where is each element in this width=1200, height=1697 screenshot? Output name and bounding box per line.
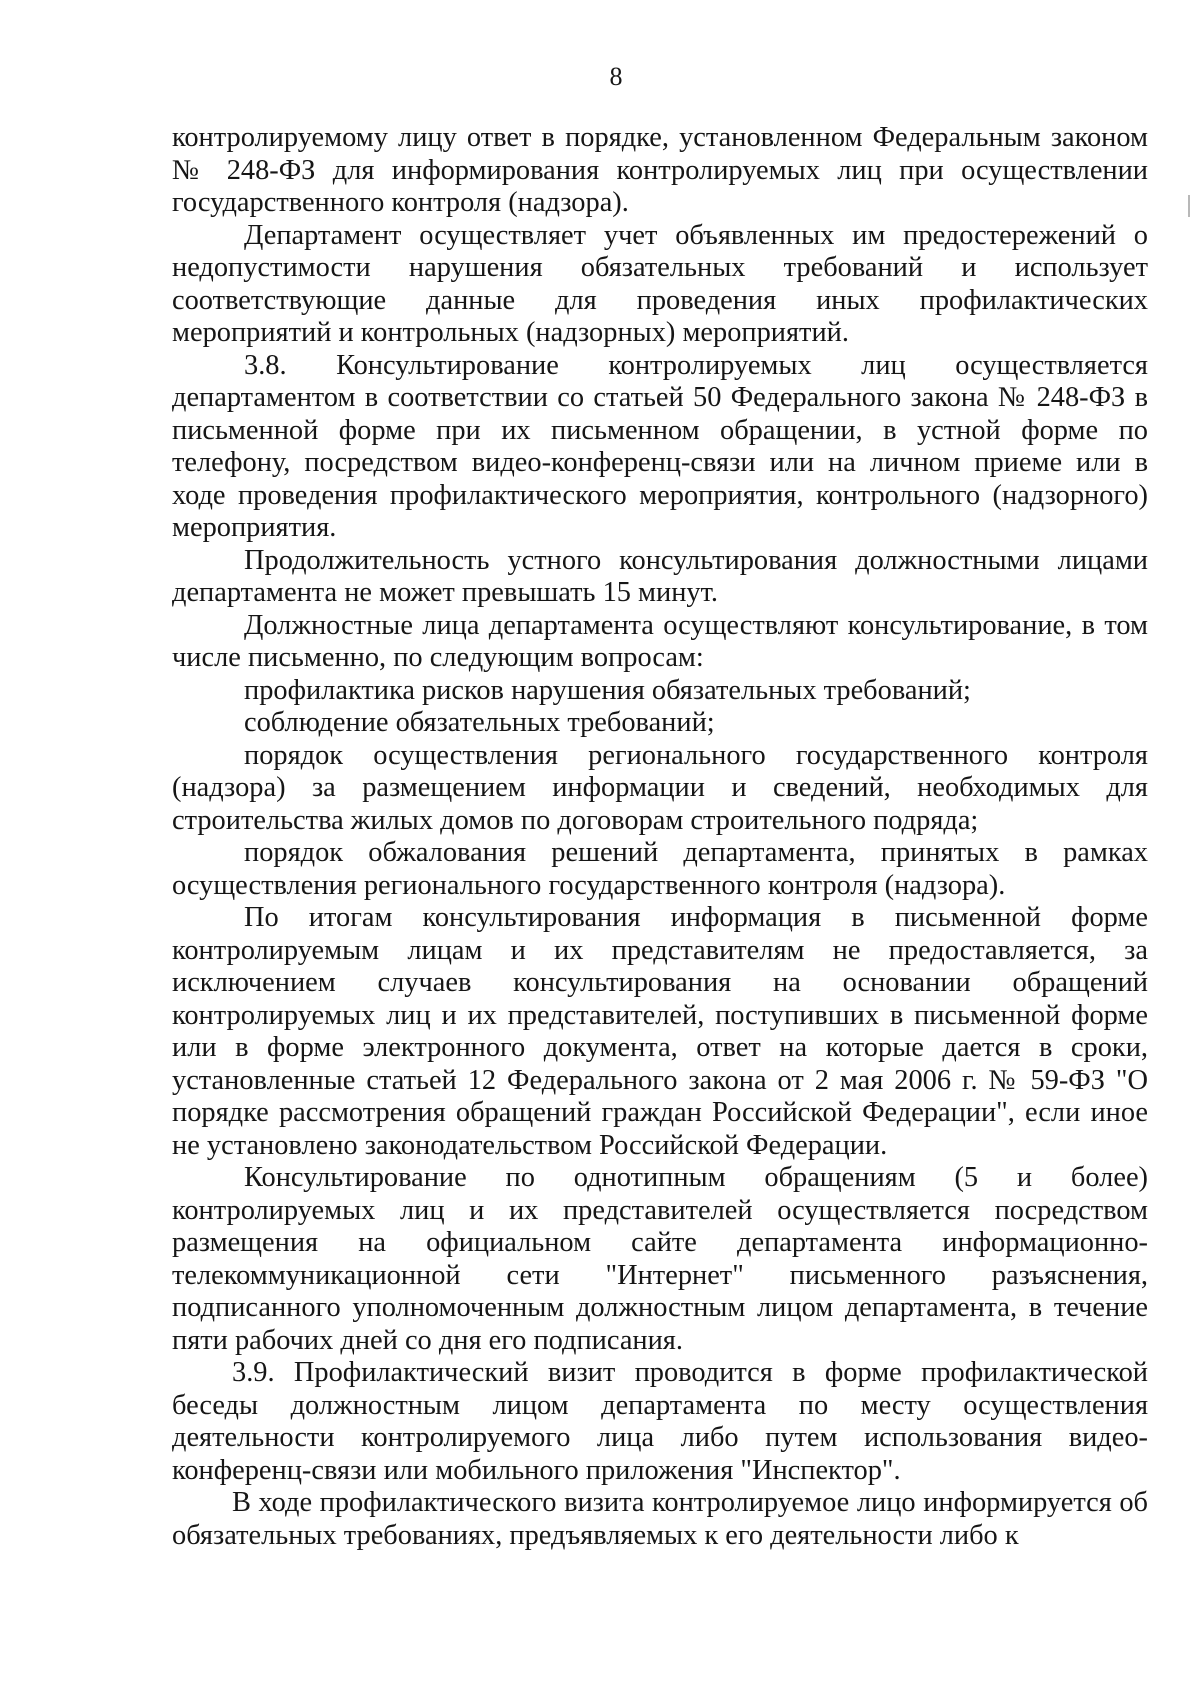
paragraph-4: Продолжительность устного консультирования должностными лицами департамента не может превышать 15 минут. [172, 544, 1148, 608]
document-body [172, 122, 1148, 1552]
paragraph-5: Должностные лица департамента осуществляют консультирование, в том числе письменно, по следующим вопросам: [172, 609, 1148, 673]
paragraph-3-section-3-8: 3.8. Консультирование контролируемых лиц осуществляется департаментом в соответствии со статьей 50 Федерального закона № 248-ФЗ в письменной форме при их письменном обращении, в устной форме по телефону, посредством видео-конференц-связи или на личном приеме или в ходе проведения профилактического мероприятия, контрольного (надзорного) мероприятия. [172, 349, 1148, 543]
list-item-1: профилактика рисков нарушения обязательных требований; [244, 674, 971, 706]
paragraph-2: Департамент осуществляет учет объявленных им предостережений о недопустимости нарушения обязательных требований и использует соответствующие данные для проведения иных профилактических мероприятий и контрольных (надзорных) мероприятий. [172, 219, 1148, 348]
list-item-2: соблюдение обязательных требований; [244, 707, 715, 738]
scan-edge-mark [1188, 195, 1190, 217]
list-item-4: порядок обжалования решений департамента, принятых в рамках осуществления регионального государственного контроля (надзора). [172, 837, 1148, 901]
paragraph-1: контролируемому лицу ответ в порядке, установленном Федеральным законом № 248-ФЗ для информирования контролируемых лиц при осуществлении государственного контроля (надзора). [172, 122, 1148, 218]
paragraph-9: В ходе профилактического визита контролируемое лицо информируется об обязательных требованиях, предъявляемых к его деятельности либо к [172, 1487, 1148, 1551]
paragraph-8-section-3-9: 3.9. Профилактический визит проводится в форме профилактической беседы должностным лицом департамента по месту осуществления деятельности контролируемого лица либо путем использования видео-конференц-связи или мобильного приложения "Инспектор". [172, 1357, 1148, 1486]
page-number: 8 [609, 62, 623, 91]
paragraph-6: По итогам консультирования информация в письменной форме контролируемым лицам и их представителям не предоставляется, за исключением случаев консультирования на основании обращений контролируемых лиц и их представителей, поступивших в письменной форме или в форме электронного документа, ответ на которые дается в сроки, установленные статьей 12 Федерального закона от 2 мая 2006 г. № 59-ФЗ "О порядке рассмотрения обращений граждан Российской Федерации", если иное не установлено законодательством Российской Федерации. [172, 902, 1148, 1161]
paragraph-7: Консультирование по однотипным обращениям (5 и более) контролируемых лиц и их представителей осуществляется посредством размещения на официальном сайте департамента информационно-телекоммуникационной сети "Интернет" письменного разъяснения, подписанного уполномоченным должностным лицом департамента, в течение пяти рабочих дней со дня его подписания. [172, 1162, 1148, 1356]
list-item-3: порядок осуществления регионального государственного контроля (надзора) за размещением информации и сведений, необходимых для строительства жилых домов по договорам строительного подряда; [172, 739, 1148, 836]
